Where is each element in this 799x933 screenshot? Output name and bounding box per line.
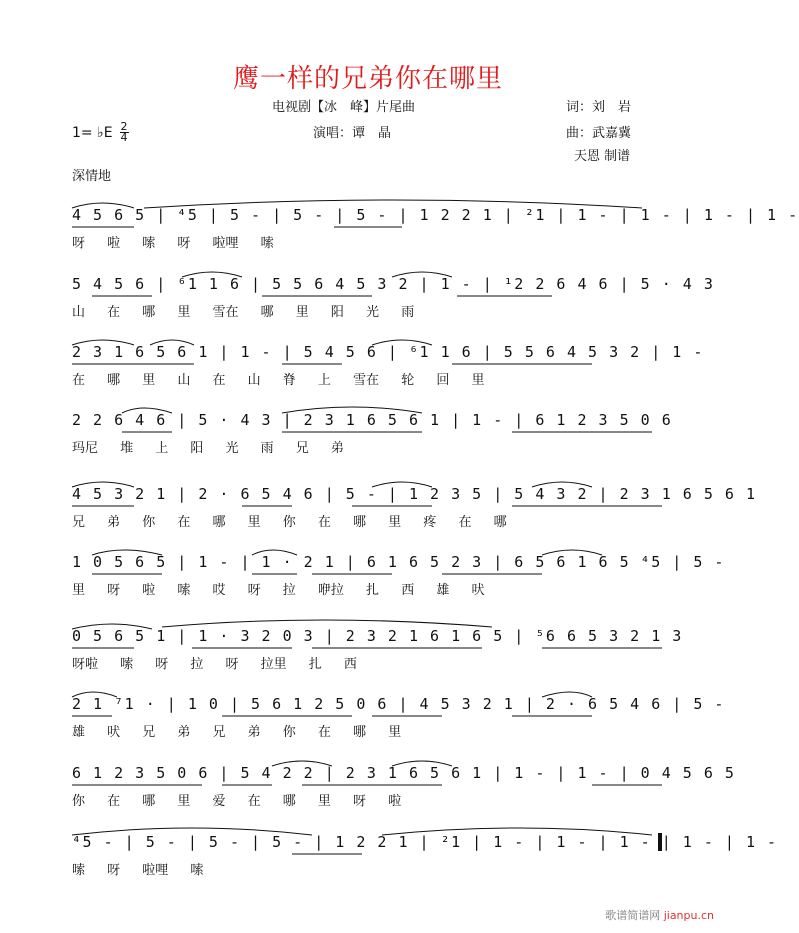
- score-row-5: [72, 485, 757, 531]
- notes-line: 0 5 6 5 1 | 1 · 3 2 0 3 | 2 3 2 1 6 1 6 5 | ⁵6 6 5 3 2 1 3: [72, 627, 683, 645]
- score-row-4: [72, 411, 673, 457]
- time-signature: [120, 122, 129, 143]
- notes-line: 5 4 5 6 | ⁶1 1 6 | 5 5 6 4 5 3 2 | 1 - | ¹2 2 6 4 6 | 5 · 4 3: [72, 275, 715, 293]
- watermark-url: jianpu.cn: [663, 909, 714, 922]
- watermark: [605, 907, 714, 923]
- lyrics-line: 玛尼 堆 上 阳 光 雨 兄 弟: [72, 441, 344, 456]
- lyrics-line: 你 在 哪 里 爱 在 哪 里 呀 啦: [72, 794, 402, 809]
- score-row-10: [72, 833, 778, 879]
- lyrics-line: 嗦 呀 啦哩 嗦: [72, 863, 204, 878]
- lyrics-line: 山 在 哪 里 雪在 哪 里 阳 光 雨: [72, 305, 415, 320]
- lyrics-line: 呀 啦 嗦 呀 啦哩 嗦: [72, 236, 274, 251]
- key-signature: [72, 122, 129, 143]
- lyricist: 词：刘 岩: [566, 100, 632, 115]
- score-row-3: [72, 343, 704, 389]
- lyrics-line: 里 呀 啦 嗦 哎 呀 拉 咿拉 扎 西 雄 吠: [72, 583, 485, 598]
- score-row-1: [72, 206, 799, 252]
- transcriber: 天恩 制谱: [574, 149, 631, 164]
- composer: 曲：武嘉冀: [566, 126, 632, 141]
- score-row-6: [72, 553, 725, 599]
- score-row-9: [72, 764, 736, 810]
- watermark-site: 歌谱简谱网: [605, 909, 661, 922]
- notes-line: 2 3 1 6 5 6 1 | 1 - | 5 4 5 6 | ⁶1 1 6 | 5 5 6 4 5 3 2 | 1 -: [72, 343, 704, 361]
- singer: 演唱：谭 晶: [313, 126, 392, 141]
- score-row-8: [72, 695, 725, 741]
- notes-line: 4 5 6 5 | ⁴5 | 5 - | 5 - | 5 - | 1 2 2 1 | ²1 | 1 - | 1 - | 1 - | 1 -: [72, 206, 799, 224]
- time-bottom: 4: [120, 131, 128, 144]
- notes-line: 2 1 ⁷1 · | 1 0 | 5 6 1 2 5 0 6 | 4 5 3 2 1 | 2 · 6 5 4 6 | 5 -: [72, 695, 725, 713]
- lyrics-line: 在 哪 里 山 在 山 脊 上 雪在 轮 回 里: [72, 373, 485, 388]
- lyrics-line: 呀啦 嗦 呀 拉 呀 拉里 扎 西: [72, 657, 357, 672]
- notes-line: 6 1 2 3 5 0 6 | 5 4 2 2 | 2 3 1 6 5 6 1 | 1 - | 1 - | 0 4 5 6 5: [72, 764, 736, 782]
- subtitle: 电视剧【冰 峰】片尾曲: [272, 100, 416, 115]
- score-row-7: [72, 627, 683, 673]
- notes-line: 2 2 6 4 6 | 5 · 4 3 | 2 3 1 6 5 6 1 | 1 - | 6 1 2 3 5 0 6: [72, 411, 673, 429]
- lyrics-line: 雄 吠 兄 弟 兄 弟 你 在 哪 里: [72, 725, 402, 740]
- key-label: 1= ♭E: [72, 124, 113, 141]
- notes-line: 4 5 3 2 1 | 2 · 6 5 4 6 | 5 - | 1 2 3 5 | 5 4 3 2 | 2 3 1 6 5 6 1: [72, 485, 757, 503]
- score-row-2: [72, 275, 715, 321]
- notes-line: 1 0 5 6 5 | 1 - | 1 · 2 1 | 6 1 6 5 2 3 | 6 5 6 1 6 5 ⁴5 | 5 -: [72, 553, 725, 571]
- tempo-marking: 深情地: [72, 169, 112, 184]
- final-barline: [658, 833, 662, 851]
- song-title: 鹰一样的兄弟你在哪里: [232, 64, 503, 94]
- time-top: 2: [120, 120, 128, 133]
- notes-line: ⁴5 - | 5 - | 5 - | 5 - | 1 2 2 1 | ²1 | 1 - | 1 - | 1 - | 1 - | 1 -: [72, 833, 778, 851]
- lyrics-line: 兄 弟 你 在 哪 里 你 在 哪 里 疼 在 哪: [72, 515, 507, 530]
